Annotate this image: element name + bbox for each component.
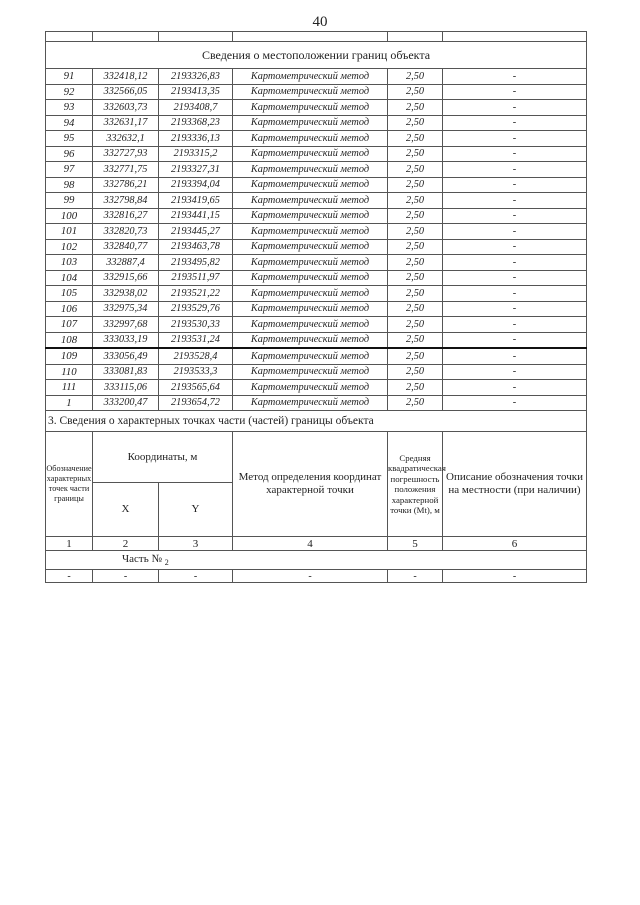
table-row xyxy=(46,255,587,271)
coord-y: 2193521,22 xyxy=(159,286,233,302)
header-error: Средняя квадратическая погрешность положения характерной точки (Mt), м xyxy=(388,432,443,537)
description: - xyxy=(443,364,587,380)
method: Картометрический метод xyxy=(233,146,388,162)
error-value: 2,50 xyxy=(388,286,443,302)
method: Картометрический метод xyxy=(233,69,388,85)
col-number: 2 xyxy=(93,537,159,551)
coord-x: 332820,73 xyxy=(93,224,159,240)
coord-y: 2193419,65 xyxy=(159,193,233,209)
coord-y: 2193327,31 xyxy=(159,162,233,178)
error-value: 2,50 xyxy=(388,177,443,193)
coord-y: 2193511,97 xyxy=(159,270,233,286)
coord-y: 2193394,04 xyxy=(159,177,233,193)
description: - xyxy=(443,146,587,162)
coord-x: 332771,75 xyxy=(93,162,159,178)
error-value: 2,50 xyxy=(388,395,443,411)
point-number: 97 xyxy=(46,162,93,178)
part-label-cell xyxy=(46,551,587,570)
error-value: 2,50 xyxy=(388,115,443,131)
error-value: 2,50 xyxy=(388,270,443,286)
error-value: 2,50 xyxy=(388,380,443,396)
method: Картометрический метод xyxy=(233,380,388,396)
section3-title: 3. Сведения о характерных точках части (частей) границы объекта xyxy=(46,411,587,432)
error-value: 2,50 xyxy=(388,84,443,100)
coord-x: 332840,77 xyxy=(93,239,159,255)
coord-x: 332975,34 xyxy=(93,301,159,317)
error-value: 2,50 xyxy=(388,364,443,380)
point-number: 110 xyxy=(46,364,93,380)
part-label: Часть № xyxy=(122,553,162,565)
header-point-designation: Обозначение характерных точек части границы xyxy=(46,432,93,537)
table-row xyxy=(46,364,587,380)
description: - xyxy=(443,162,587,178)
description: - xyxy=(443,395,587,411)
coord-y: 2193531,24 xyxy=(159,332,233,348)
description: - xyxy=(443,255,587,271)
point-number: 95 xyxy=(46,131,93,147)
point-number: 91 xyxy=(46,69,93,85)
table-row xyxy=(46,270,587,286)
point-number: 94 xyxy=(46,115,93,131)
table-row xyxy=(46,317,587,333)
section3-header-row-1 xyxy=(46,432,587,483)
point-number: 104 xyxy=(46,270,93,286)
method: Картометрический метод xyxy=(233,208,388,224)
description: - xyxy=(443,131,587,147)
error-value: 2,50 xyxy=(388,332,443,348)
point-number: 93 xyxy=(46,100,93,116)
point-number: 96 xyxy=(46,146,93,162)
table-row xyxy=(46,69,587,85)
col-number: 1 xyxy=(46,537,93,551)
error-value: 2,50 xyxy=(388,255,443,271)
error-value: 2,50 xyxy=(388,193,443,209)
point-number: 106 xyxy=(46,301,93,317)
error-value: 2,50 xyxy=(388,301,443,317)
empty-cell: - xyxy=(93,570,159,583)
empty-cell: - xyxy=(443,570,587,583)
error-value: 2,50 xyxy=(388,100,443,116)
column-numbers-row xyxy=(46,537,587,551)
coord-y: 2193368,23 xyxy=(159,115,233,131)
blank-top-row xyxy=(46,32,587,42)
col-number: 6 xyxy=(443,537,587,551)
coord-y: 2193654,72 xyxy=(159,395,233,411)
description: - xyxy=(443,69,587,85)
table-row xyxy=(46,332,587,348)
error-value: 2,50 xyxy=(388,69,443,85)
description: - xyxy=(443,286,587,302)
method: Картометрический метод xyxy=(233,162,388,178)
method: Картометрический метод xyxy=(233,348,388,364)
method: Картометрический метод xyxy=(233,332,388,348)
empty-data-row xyxy=(46,570,587,583)
coord-y: 2193441,15 xyxy=(159,208,233,224)
coord-y: 2193533,3 xyxy=(159,364,233,380)
coord-y: 2193413,35 xyxy=(159,84,233,100)
table-row xyxy=(46,380,587,396)
method: Картометрический метод xyxy=(233,193,388,209)
method: Картометрический метод xyxy=(233,395,388,411)
coord-x: 332603,73 xyxy=(93,100,159,116)
section3-title-row xyxy=(46,411,587,432)
error-value: 2,50 xyxy=(388,348,443,364)
method: Картометрический метод xyxy=(233,84,388,100)
coord-x: 332816,27 xyxy=(93,208,159,224)
table-row xyxy=(46,162,587,178)
coord-y: 2193445,27 xyxy=(159,224,233,240)
description: - xyxy=(443,100,587,116)
coord-x: 333200,47 xyxy=(93,395,159,411)
method: Картометрический метод xyxy=(233,317,388,333)
error-value: 2,50 xyxy=(388,208,443,224)
description: - xyxy=(443,270,587,286)
coord-y: 2193463,78 xyxy=(159,239,233,255)
coord-x: 332887,4 xyxy=(93,255,159,271)
point-number: 92 xyxy=(46,84,93,100)
description: - xyxy=(443,332,587,348)
table-row xyxy=(46,146,587,162)
method: Картометрический метод xyxy=(233,177,388,193)
method: Картометрический метод xyxy=(233,301,388,317)
table-row xyxy=(46,348,587,364)
table-row xyxy=(46,301,587,317)
point-number: 102 xyxy=(46,239,93,255)
description: - xyxy=(443,239,587,255)
description: - xyxy=(443,177,587,193)
boundaries-table xyxy=(45,31,587,583)
title-row xyxy=(46,42,587,69)
coord-y: 2193530,33 xyxy=(159,317,233,333)
description: - xyxy=(443,380,587,396)
description: - xyxy=(443,115,587,131)
table-title: Сведения о местоположении границ объекта xyxy=(46,42,587,69)
table-row xyxy=(46,100,587,116)
coord-x: 332566,05 xyxy=(93,84,159,100)
coord-x: 332632,1 xyxy=(93,131,159,147)
method: Картометрический метод xyxy=(233,286,388,302)
description: - xyxy=(443,301,587,317)
table-row xyxy=(46,131,587,147)
method: Картометрический метод xyxy=(233,255,388,271)
coord-x: 333033,19 xyxy=(93,332,159,348)
description: - xyxy=(443,317,587,333)
point-number: 100 xyxy=(46,208,93,224)
coord-x: 332786,21 xyxy=(93,177,159,193)
point-number: 108 xyxy=(46,332,93,348)
table-row xyxy=(46,286,587,302)
description: - xyxy=(443,193,587,209)
col-number: 4 xyxy=(233,537,388,551)
coord-x: 333115,06 xyxy=(93,380,159,396)
method: Картометрический метод xyxy=(233,100,388,116)
table-row xyxy=(46,177,587,193)
method: Картометрический метод xyxy=(233,239,388,255)
point-number: 107 xyxy=(46,317,93,333)
coord-x: 332418,12 xyxy=(93,69,159,85)
method: Картометрический метод xyxy=(233,270,388,286)
coord-x: 332915,66 xyxy=(93,270,159,286)
table-row xyxy=(46,239,587,255)
coord-x: 332938,02 xyxy=(93,286,159,302)
point-number: 103 xyxy=(46,255,93,271)
header-description: Описание обозначения точки на местности (при наличии) xyxy=(443,432,587,537)
coord-x: 333081,83 xyxy=(93,364,159,380)
error-value: 2,50 xyxy=(388,317,443,333)
coord-y: 2193408,7 xyxy=(159,100,233,116)
point-number: 1 xyxy=(46,395,93,411)
table-row xyxy=(46,395,587,411)
empty-cell: - xyxy=(46,570,93,583)
error-value: 2,50 xyxy=(388,239,443,255)
coord-x: 333056,49 xyxy=(93,348,159,364)
table-row xyxy=(46,208,587,224)
table-row xyxy=(46,193,587,209)
point-number: 98 xyxy=(46,177,93,193)
description: - xyxy=(443,84,587,100)
coord-y: 2193529,76 xyxy=(159,301,233,317)
coord-x: 332997,68 xyxy=(93,317,159,333)
method: Картометрический метод xyxy=(233,115,388,131)
col-number: 5 xyxy=(388,537,443,551)
point-number: 111 xyxy=(46,380,93,396)
coord-x: 332631,17 xyxy=(93,115,159,131)
coord-y: 2193336,13 xyxy=(159,131,233,147)
empty-cell: - xyxy=(159,570,233,583)
coord-y: 2193495,82 xyxy=(159,255,233,271)
description: - xyxy=(443,224,587,240)
header-y: Y xyxy=(159,483,233,537)
point-number: 105 xyxy=(46,286,93,302)
method: Картометрический метод xyxy=(233,131,388,147)
page-number: 40 xyxy=(312,14,328,30)
header-x: X xyxy=(93,483,159,537)
point-number: 101 xyxy=(46,224,93,240)
document-table-wrapper xyxy=(45,31,586,583)
table-row xyxy=(46,84,587,100)
header-method: Метод определения координат характерной точки xyxy=(233,432,388,537)
error-value: 2,50 xyxy=(388,131,443,147)
part-row xyxy=(46,551,587,570)
coord-y: 2193528,4 xyxy=(159,348,233,364)
coord-y: 2193326,83 xyxy=(159,69,233,85)
coord-y: 2193565,64 xyxy=(159,380,233,396)
coord-x: 332727,93 xyxy=(93,146,159,162)
error-value: 2,50 xyxy=(388,162,443,178)
table-row xyxy=(46,115,587,131)
header-coordinates: Координаты, м xyxy=(93,432,233,483)
error-value: 2,50 xyxy=(388,224,443,240)
empty-cell: - xyxy=(388,570,443,583)
description: - xyxy=(443,208,587,224)
col-number: 3 xyxy=(159,537,233,551)
part-number: 2 xyxy=(164,558,169,567)
description: - xyxy=(443,348,587,364)
coord-y: 2193315,2 xyxy=(159,146,233,162)
method: Картометрический метод xyxy=(233,364,388,380)
coord-x: 332798,84 xyxy=(93,193,159,209)
method: Картометрический метод xyxy=(233,224,388,240)
table-row xyxy=(46,224,587,240)
point-number: 99 xyxy=(46,193,93,209)
empty-cell: - xyxy=(233,570,388,583)
point-number: 109 xyxy=(46,348,93,364)
error-value: 2,50 xyxy=(388,146,443,162)
